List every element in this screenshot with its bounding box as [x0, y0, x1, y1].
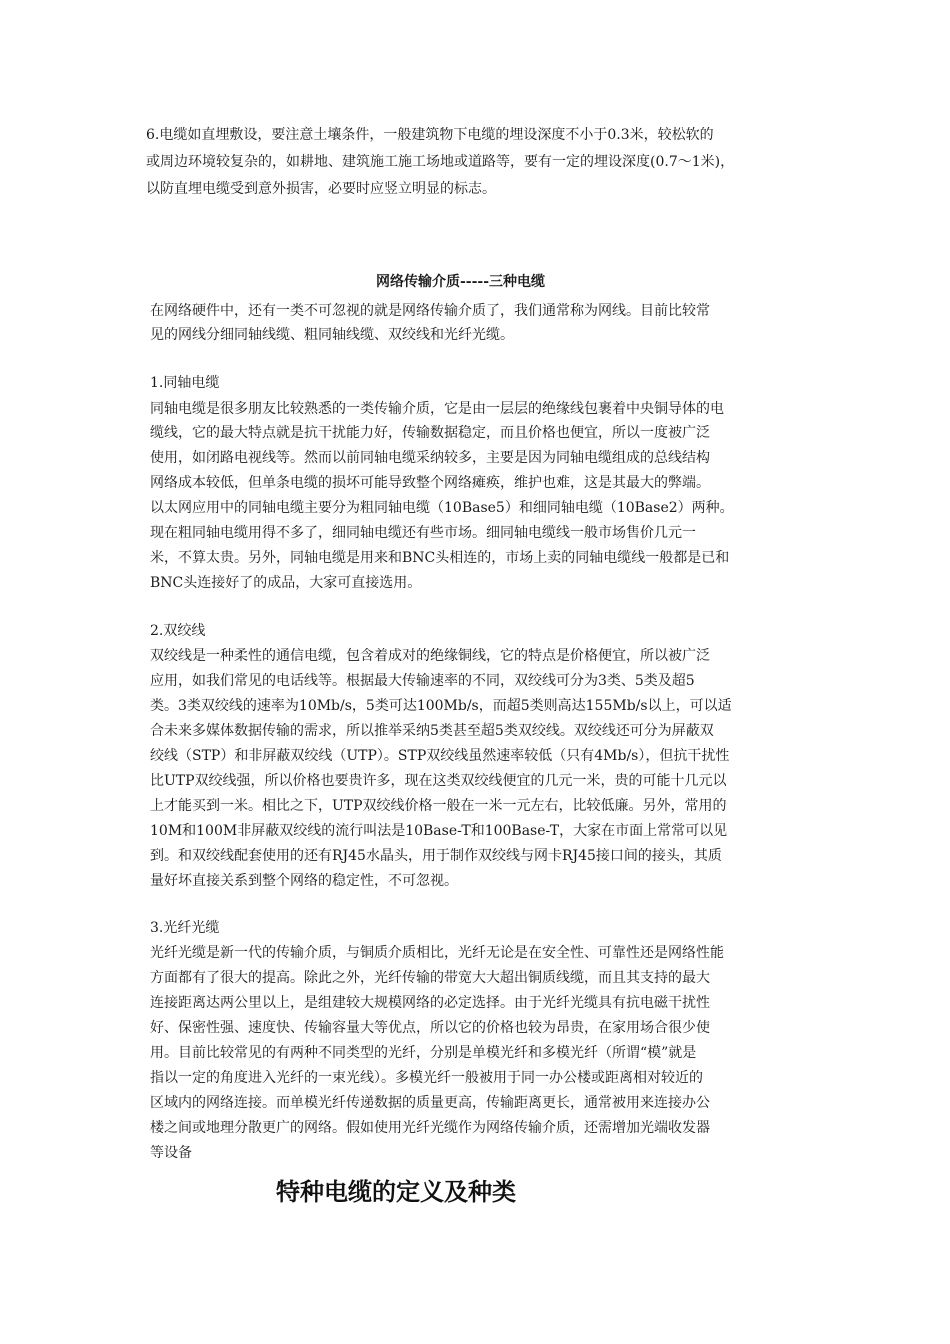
coax-line: 现在粗同轴电缆用得不多了，细同轴电缆还有些市场。细同轴电缆线一般市场售价几元一	[150, 525, 696, 541]
fiber-line: 方面都有了很大的提高。除此之外，光纤传输的带宽大大超出铜质线缆，而且其支持的最大	[150, 970, 710, 986]
fiber-line: 好、保密性强、速度快、传输容量大等优点，所以它的价格也较为昂贵，在家用场合很少使	[150, 1020, 710, 1036]
coax-line: 以太网应用中的同轴电缆主要分为粗同轴电缆（10Base5）和细同轴电缆（10Base2）两种。	[150, 500, 734, 516]
coax-line: 网络成本较低，但单条电缆的损坏可能导致整个网络瘫痪，维护也难，这是其最大的弊端。	[150, 475, 710, 491]
intro-line: 见的网线分细同轴线缆、粗同轴线缆、双绞线和光纤光缆。	[150, 327, 514, 343]
twisted-line: 类。3类双绞线的速率为10Mb/s，5类可达100Mb/s，而超5类则高达155Mb/s以上，可以适	[150, 698, 732, 714]
section6-line: 6.电缆如直埋敷设，要注意土壤条件，一般建筑物下电缆的埋设深度不小于0.3米，较松软的	[146, 127, 714, 143]
fiber-line: 区域内的网络连接。而单模光纤传递数据的质量更高，传输距离更长，通常被用来连接办公	[150, 1095, 710, 1111]
fiber-line: 等设备	[150, 1145, 192, 1161]
fiber-line: 指以一定的角度进入光纤的一束光线）。多模光纤一般被用于同一办公楼或距离相对较近的	[150, 1070, 703, 1086]
coax-heading: 1.同轴电缆	[150, 375, 220, 391]
section6-line: 或周边环境较复杂的，如耕地、建筑施工施工场地或道路等，要有一定的埋设深度(0.7～1米)，	[146, 154, 735, 170]
twisted-line: 应用，如我们常见的电话线等。根据最大传输速率的不同，双绞线可分为3类、5类及超5	[150, 673, 695, 689]
twisted-line: 10M和100M非屏蔽双绞线的流行叫法是10Base-T和100Base-T，大家在市面上常常可以见	[150, 823, 728, 839]
twisted-heading: 2.双绞线	[150, 623, 206, 639]
coax-line: BNC头连接好了的成品，大家可直接选用。	[150, 575, 422, 591]
section6-line: 以防直埋电缆受到意外损害，必要时应竖立明显的标志。	[146, 181, 496, 197]
twisted-line: 到。和双绞线配套使用的还有RJ45水晶头，用于制作双绞线与网卡RJ45接口间的接头，其质	[150, 848, 722, 864]
twisted-line: 量好坏直接关系到整个网络的稳定性，不可忽视。	[150, 873, 458, 889]
fiber-line: 连接距离达两公里以上，是组建较大规模网络的必定选择。由于光纤光缆具有抗电磁干扰性	[150, 995, 710, 1011]
coax-line: 缆线，它的最大特点就是抗干扰能力好，传输数据稳定，而且价格也便宜，所以一度被广泛	[150, 425, 710, 441]
twisted-line: 绞线（STP）和非屏蔽双绞线（UTP）。STP双绞线虽然速率较低（只有4Mb/s），但抗干扰性	[150, 748, 730, 764]
fiber-line: 光纤光缆是新一代的传输介质，与铜质介质相比，光纤无论是在安全性、可靠性还是网络性能	[150, 945, 724, 961]
fiber-heading: 3.光纤光缆	[150, 920, 220, 936]
coax-line: 同轴电缆是很多朋友比较熟悉的一类传输介质，它是由一层层的绝缘线包裹着中央铜导体的电	[150, 401, 724, 417]
intro-line: 在网络硬件中，还有一类不可忽视的就是网络传输介质了，我们通常称为网线。目前比较常	[150, 303, 710, 319]
fiber-line: 楼之间或地理分散更广的网络。假如使用光纤光缆作为网络传输介质，还需增加光端收发器	[150, 1120, 710, 1136]
coax-line: 使用，如闭路电视线等。然而以前同轴电缆采纳较多，主要是因为同轴电缆组成的总线结构	[150, 450, 710, 466]
twisted-line: 双绞线是一种柔性的通信电缆，包含着成对的绝缘铜线，它的特点是价格便宜，所以被广泛	[150, 648, 710, 664]
article-title: 网络传输介质-----三种电缆	[376, 274, 546, 290]
fiber-line: 用。目前比较常见的有两种不同类型的光纤，分别是单模光纤和多模光纤（所谓“模”就是	[150, 1045, 697, 1061]
coax-line: 米，不算太贵。另外，同轴电缆是用来和BNC头相连的，市场上卖的同轴电缆线一般都是已和	[150, 550, 730, 566]
special-cable-heading: 特种电缆的定义及种类	[276, 1178, 516, 1206]
twisted-line: 上才能买到一米。相比之下，UTP双绞线价格一般在一米一元左右，比较低廉。另外，常用的	[150, 798, 727, 814]
twisted-line: 合未来多媒体数据传输的需求，所以推举采纳5类甚至超5类双绞线。双绞线还可分为屏蔽双	[150, 723, 714, 739]
twisted-line: 比UTP双绞线强，所以价格也要贵许多，现在这类双绞线便宜的几元一米，贵的可能十几元以	[150, 773, 727, 789]
